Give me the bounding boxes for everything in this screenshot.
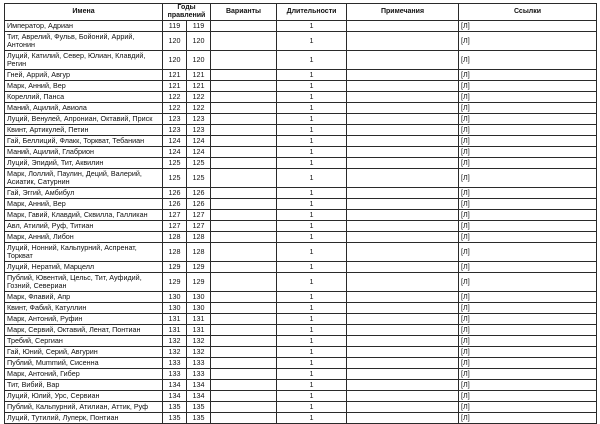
- cell-variants: [211, 21, 277, 32]
- cell-year-start: 130: [163, 292, 187, 303]
- cell-link[interactable]: [Л]: [459, 347, 597, 358]
- cell-notes: [347, 136, 459, 147]
- cell-name: Марк, Лоллий, Паулин, Деций, Валерий, Асиатик, Сатурнин: [5, 169, 163, 188]
- cell-duration: 1: [277, 358, 347, 369]
- cell-year-end: 125: [187, 169, 211, 188]
- table-row: [5, 32, 597, 51]
- cell-link[interactable]: [Л]: [459, 402, 597, 413]
- cell-link[interactable]: [Л]: [459, 188, 597, 199]
- cell-year-start: 131: [163, 325, 187, 336]
- cell-year-end: 133: [187, 369, 211, 380]
- cell-year-start: 129: [163, 273, 187, 292]
- cell-variants: [211, 303, 277, 314]
- table-header-row: [5, 4, 597, 21]
- table-row: [5, 51, 597, 70]
- cell-notes: [347, 402, 459, 413]
- cell-year-end: 124: [187, 147, 211, 158]
- table-row: [5, 136, 597, 147]
- cell-name: Луций, Нонний, Кальпурний, Аспренат, Торкват: [5, 243, 163, 262]
- cell-variants: [211, 158, 277, 169]
- cell-year-start: 126: [163, 199, 187, 210]
- table-row: [5, 199, 597, 210]
- cell-duration: 1: [277, 243, 347, 262]
- cell-name: Маний, Ацилий, Глабрион: [5, 147, 163, 158]
- header-years: Годы правлений: [163, 4, 211, 21]
- cell-duration: 1: [277, 70, 347, 81]
- cell-notes: [347, 292, 459, 303]
- cell-name: Публий, Мummий, Сисенна: [5, 358, 163, 369]
- cell-link[interactable]: [Л]: [459, 232, 597, 243]
- cell-year-start: 128: [163, 243, 187, 262]
- cell-name: Публий, Кальпурний, Атилиан, Аттик, Руф: [5, 402, 163, 413]
- cell-notes: [347, 210, 459, 221]
- cell-variants: [211, 210, 277, 221]
- cell-duration: 1: [277, 169, 347, 188]
- cell-variants: [211, 92, 277, 103]
- cell-notes: [347, 314, 459, 325]
- table-row: [5, 92, 597, 103]
- cell-duration: 1: [277, 314, 347, 325]
- cell-year-start: 135: [163, 402, 187, 413]
- cell-name: Авл, Атилий, Руф, Титиан: [5, 221, 163, 232]
- cell-year-start: 121: [163, 70, 187, 81]
- cell-variants: [211, 369, 277, 380]
- cell-variants: [211, 325, 277, 336]
- table-row: [5, 380, 597, 391]
- cell-notes: [347, 380, 459, 391]
- cell-link[interactable]: [Л]: [459, 314, 597, 325]
- cell-duration: 1: [277, 158, 347, 169]
- table-row: [5, 402, 597, 413]
- table-row: [5, 262, 597, 273]
- cell-variants: [211, 358, 277, 369]
- cell-year-start: 132: [163, 347, 187, 358]
- cell-notes: [347, 221, 459, 232]
- cell-year-end: 125: [187, 158, 211, 169]
- table-row: [5, 358, 597, 369]
- cell-link[interactable]: [Л]: [459, 92, 597, 103]
- cell-link[interactable]: [Л]: [459, 369, 597, 380]
- cell-notes: [347, 232, 459, 243]
- cell-name: Марк, Анний, Вер: [5, 199, 163, 210]
- cell-variants: [211, 336, 277, 347]
- table-row: [5, 210, 597, 221]
- cell-link[interactable]: [Л]: [459, 103, 597, 114]
- cell-year-start: 121: [163, 81, 187, 92]
- cell-notes: [347, 199, 459, 210]
- cell-year-start: 132: [163, 336, 187, 347]
- cell-year-end: 126: [187, 188, 211, 199]
- cell-duration: 1: [277, 413, 347, 424]
- cell-name: Гай, Юний, Серий, Авгурин: [5, 347, 163, 358]
- cell-link[interactable]: [Л]: [459, 21, 597, 32]
- cell-year-end: 131: [187, 325, 211, 336]
- header-duration: Длительности: [277, 4, 347, 21]
- cell-year-end: 131: [187, 314, 211, 325]
- cell-duration: 1: [277, 232, 347, 243]
- cell-year-end: 132: [187, 336, 211, 347]
- cell-name: Требий, Сергиан: [5, 336, 163, 347]
- cell-notes: [347, 262, 459, 273]
- cell-notes: [347, 369, 459, 380]
- cell-variants: [211, 70, 277, 81]
- cell-name: Марк, Гавий, Клавдий, Сквилла, Галликан: [5, 210, 163, 221]
- cell-variants: [211, 147, 277, 158]
- cell-variants: [211, 169, 277, 188]
- cell-name: Луций, Юлий, Урс, Сервиан: [5, 391, 163, 402]
- cell-name: Квинт, Фабий, Катуллин: [5, 303, 163, 314]
- header-links: Ссылки: [459, 4, 597, 21]
- cell-duration: 1: [277, 402, 347, 413]
- cell-link[interactable]: [Л]: [459, 51, 597, 70]
- table-row: [5, 125, 597, 136]
- table-row: [5, 347, 597, 358]
- cell-year-end: 127: [187, 210, 211, 221]
- table-body: [5, 21, 597, 424]
- cell-year-start: 134: [163, 391, 187, 402]
- table-row: [5, 21, 597, 32]
- cell-link[interactable]: [Л]: [459, 136, 597, 147]
- cell-variants: [211, 243, 277, 262]
- cell-variants: [211, 262, 277, 273]
- table-row: [5, 336, 597, 347]
- cell-duration: 1: [277, 336, 347, 347]
- cell-name: Марк, Сервий, Октавий, Ленат, Понтиан: [5, 325, 163, 336]
- cell-name: Луций, Эпидий, Тит, Аквилин: [5, 158, 163, 169]
- cell-duration: 1: [277, 221, 347, 232]
- cell-year-end: 134: [187, 380, 211, 391]
- cell-notes: [347, 413, 459, 424]
- header-variants: Варианты: [211, 4, 277, 21]
- cell-link[interactable]: [Л]: [459, 243, 597, 262]
- cell-year-end: 135: [187, 402, 211, 413]
- cell-name: Марк, Антоний, Руфин: [5, 314, 163, 325]
- cell-notes: [347, 243, 459, 262]
- cell-link[interactable]: [Л]: [459, 292, 597, 303]
- cell-name: Публий, Ювентий, Цельс, Тит, Ауфидий, Гозний, Севериан: [5, 273, 163, 292]
- table-row: [5, 413, 597, 424]
- cell-year-start: 135: [163, 413, 187, 424]
- cell-name: Маний, Ацилий, Авиола: [5, 103, 163, 114]
- cell-notes: [347, 391, 459, 402]
- cell-year-end: 132: [187, 347, 211, 358]
- cell-notes: [347, 273, 459, 292]
- cell-variants: [211, 402, 277, 413]
- cell-variants: [211, 221, 277, 232]
- cell-year-end: 120: [187, 51, 211, 70]
- cell-notes: [347, 358, 459, 369]
- table-row: [5, 232, 597, 243]
- cell-year-end: 123: [187, 125, 211, 136]
- cell-link[interactable]: [Л]: [459, 325, 597, 336]
- cell-year-start: 127: [163, 221, 187, 232]
- cell-name: Гай, Эггий, Амбибул: [5, 188, 163, 199]
- cell-notes: [347, 158, 459, 169]
- cell-name: Кореллий, Панса: [5, 92, 163, 103]
- cell-link[interactable]: [Л]: [459, 199, 597, 210]
- cell-year-start: 134: [163, 380, 187, 391]
- cell-link[interactable]: [Л]: [459, 303, 597, 314]
- cell-year-end: 121: [187, 70, 211, 81]
- cell-variants: [211, 103, 277, 114]
- cell-variants: [211, 199, 277, 210]
- cell-notes: [347, 103, 459, 114]
- cell-name: Квинт, Артикулей, Петин: [5, 125, 163, 136]
- cell-duration: 1: [277, 262, 347, 273]
- cell-name: Луций, Тутилий, Луперк, Понтиан: [5, 413, 163, 424]
- cell-name: Луций, Нератий, Марцелл: [5, 262, 163, 273]
- table-row: [5, 147, 597, 158]
- cell-notes: [347, 347, 459, 358]
- cell-name: Луций, Катилий, Север, Юлиан, Клавдий, Регин: [5, 51, 163, 70]
- cell-notes: [347, 147, 459, 158]
- cell-duration: 1: [277, 81, 347, 92]
- table-row: [5, 303, 597, 314]
- table-row: [5, 70, 597, 81]
- header-names: Имена: [5, 4, 163, 21]
- cell-year-start: 124: [163, 147, 187, 158]
- table-row: [5, 114, 597, 125]
- cell-name: Марк, Антоний, Гибер: [5, 369, 163, 380]
- cell-year-end: 129: [187, 262, 211, 273]
- cell-duration: 1: [277, 380, 347, 391]
- cell-year-start: 119: [163, 21, 187, 32]
- cell-notes: [347, 70, 459, 81]
- cell-duration: 1: [277, 51, 347, 70]
- cell-year-end: 122: [187, 103, 211, 114]
- cell-duration: 1: [277, 125, 347, 136]
- cell-year-start: 133: [163, 358, 187, 369]
- cell-variants: [211, 391, 277, 402]
- table-row: [5, 314, 597, 325]
- cell-link[interactable]: [Л]: [459, 336, 597, 347]
- cell-variants: [211, 32, 277, 51]
- cell-link[interactable]: [Л]: [459, 169, 597, 188]
- cell-link[interactable]: [Л]: [459, 114, 597, 125]
- cell-name: Марк, Флавий, Апр: [5, 292, 163, 303]
- cell-year-end: 122: [187, 92, 211, 103]
- cell-link[interactable]: [Л]: [459, 262, 597, 273]
- cell-link[interactable]: [Л]: [459, 358, 597, 369]
- cell-link[interactable]: [Л]: [459, 273, 597, 292]
- cell-year-start: 123: [163, 114, 187, 125]
- cell-duration: 1: [277, 273, 347, 292]
- cell-duration: 1: [277, 347, 347, 358]
- cell-duration: 1: [277, 199, 347, 210]
- cell-year-start: 125: [163, 158, 187, 169]
- cell-duration: 1: [277, 369, 347, 380]
- cell-year-end: 129: [187, 273, 211, 292]
- cell-duration: 1: [277, 303, 347, 314]
- cell-variants: [211, 188, 277, 199]
- cell-notes: [347, 336, 459, 347]
- cell-link[interactable]: [Л]: [459, 81, 597, 92]
- cell-duration: 1: [277, 21, 347, 32]
- cell-year-start: 122: [163, 103, 187, 114]
- cell-duration: 1: [277, 136, 347, 147]
- cell-duration: 1: [277, 103, 347, 114]
- table-row: [5, 221, 597, 232]
- cell-notes: [347, 21, 459, 32]
- cell-duration: 1: [277, 147, 347, 158]
- cell-year-end: 123: [187, 114, 211, 125]
- consuls-table: [4, 3, 597, 424]
- table-row: [5, 369, 597, 380]
- table-row: [5, 325, 597, 336]
- cell-link[interactable]: [Л]: [459, 125, 597, 136]
- cell-year-start: 127: [163, 210, 187, 221]
- table-row: [5, 158, 597, 169]
- table-row: [5, 103, 597, 114]
- cell-notes: [347, 325, 459, 336]
- cell-year-start: 120: [163, 51, 187, 70]
- cell-notes: [347, 303, 459, 314]
- cell-link[interactable]: [Л]: [459, 391, 597, 402]
- table-row: [5, 81, 597, 92]
- cell-duration: 1: [277, 292, 347, 303]
- cell-duration: 1: [277, 114, 347, 125]
- table-row: [5, 391, 597, 402]
- cell-variants: [211, 51, 277, 70]
- cell-year-start: 130: [163, 303, 187, 314]
- cell-year-end: 128: [187, 243, 211, 262]
- cell-link[interactable]: [Л]: [459, 413, 597, 424]
- cell-notes: [347, 188, 459, 199]
- cell-year-end: 126: [187, 199, 211, 210]
- cell-link[interactable]: [Л]: [459, 70, 597, 81]
- cell-year-end: 134: [187, 391, 211, 402]
- cell-name: Гай, Беллиций, Флакк, Торкват, Тебаниан: [5, 136, 163, 147]
- table-row: [5, 243, 597, 262]
- cell-duration: 1: [277, 391, 347, 402]
- cell-year-start: 124: [163, 136, 187, 147]
- cell-year-end: 128: [187, 232, 211, 243]
- cell-year-start: 128: [163, 232, 187, 243]
- cell-variants: [211, 81, 277, 92]
- cell-variants: [211, 273, 277, 292]
- cell-year-start: 122: [163, 92, 187, 103]
- cell-year-end: 130: [187, 292, 211, 303]
- cell-year-start: 126: [163, 188, 187, 199]
- cell-name: Луций, Венулей, Апрониан, Октавий, Приск: [5, 114, 163, 125]
- cell-link[interactable]: [Л]: [459, 210, 597, 221]
- cell-variants: [211, 232, 277, 243]
- cell-link[interactable]: [Л]: [459, 221, 597, 232]
- cell-year-end: 127: [187, 221, 211, 232]
- cell-year-start: 131: [163, 314, 187, 325]
- cell-variants: [211, 292, 277, 303]
- cell-link[interactable]: [Л]: [459, 147, 597, 158]
- table-row: [5, 273, 597, 292]
- cell-name: Тит, Аврелий, Фульв, Бойоний, Аррий, Антонин: [5, 32, 163, 51]
- cell-notes: [347, 92, 459, 103]
- cell-variants: [211, 413, 277, 424]
- cell-variants: [211, 114, 277, 125]
- cell-year-end: 120: [187, 32, 211, 51]
- cell-link[interactable]: [Л]: [459, 32, 597, 51]
- cell-name: Тит, Вибий, Вар: [5, 380, 163, 391]
- cell-duration: 1: [277, 92, 347, 103]
- cell-year-end: 135: [187, 413, 211, 424]
- cell-variants: [211, 380, 277, 391]
- cell-variants: [211, 347, 277, 358]
- cell-year-start: 129: [163, 262, 187, 273]
- cell-year-end: 121: [187, 81, 211, 92]
- cell-year-start: 125: [163, 169, 187, 188]
- cell-link[interactable]: [Л]: [459, 380, 597, 391]
- cell-notes: [347, 125, 459, 136]
- cell-notes: [347, 32, 459, 51]
- cell-notes: [347, 51, 459, 70]
- cell-variants: [211, 136, 277, 147]
- table-row: [5, 169, 597, 188]
- cell-year-end: 130: [187, 303, 211, 314]
- cell-year-end: 119: [187, 21, 211, 32]
- cell-name: Марк, Анний, Вер: [5, 81, 163, 92]
- cell-duration: 1: [277, 210, 347, 221]
- cell-notes: [347, 81, 459, 92]
- table-row: [5, 292, 597, 303]
- cell-notes: [347, 114, 459, 125]
- table-row: [5, 188, 597, 199]
- cell-year-end: 133: [187, 358, 211, 369]
- header-notes: Примечания: [347, 4, 459, 21]
- cell-variants: [211, 314, 277, 325]
- cell-year-start: 120: [163, 32, 187, 51]
- cell-name: Марк, Анний, Либон: [5, 232, 163, 243]
- cell-year-start: 133: [163, 369, 187, 380]
- cell-name: Гней, Аррий, Авгур: [5, 70, 163, 81]
- cell-duration: 1: [277, 32, 347, 51]
- cell-link[interactable]: [Л]: [459, 158, 597, 169]
- cell-duration: 1: [277, 188, 347, 199]
- cell-year-start: 123: [163, 125, 187, 136]
- cell-name: Император, Адриан: [5, 21, 163, 32]
- cell-year-end: 124: [187, 136, 211, 147]
- cell-variants: [211, 125, 277, 136]
- cell-notes: [347, 169, 459, 188]
- cell-duration: 1: [277, 325, 347, 336]
